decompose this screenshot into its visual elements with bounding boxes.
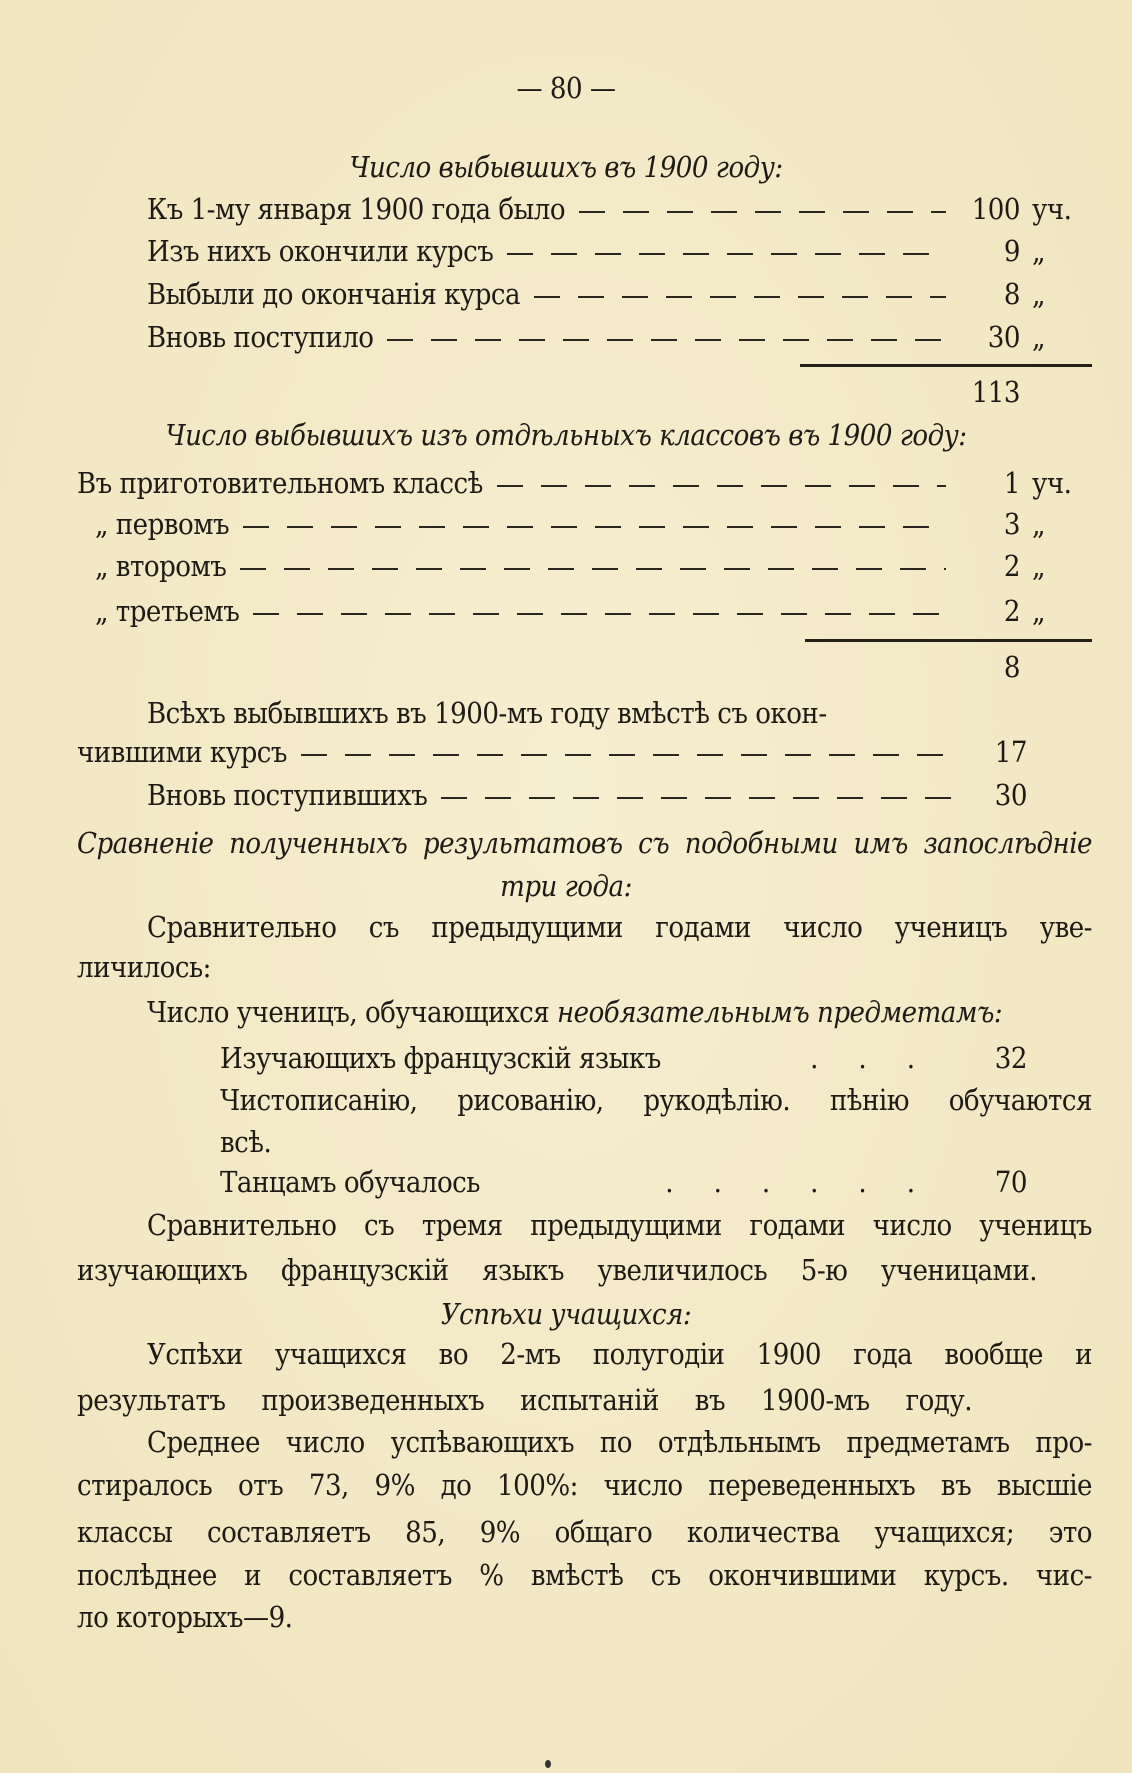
row-value: 2 xyxy=(1003,549,1020,583)
row-label: Въ приготовительномъ классѣ xyxy=(77,466,483,500)
row-label: „ третьемъ xyxy=(95,594,240,628)
text: Число ученицъ, обучающихся xyxy=(147,995,557,1029)
row-unit: „ xyxy=(1032,320,1046,354)
row-value: 100 xyxy=(971,192,1020,226)
row-value: 17 xyxy=(994,735,1027,769)
row-value: 30 xyxy=(987,320,1020,354)
ink-speck xyxy=(545,1760,551,1768)
paragraph-line: Сравнительно съ предыдущими годами число ученицъ уве- xyxy=(147,910,1092,944)
paragraph-line: результатъ произведенныхъ испытаній въ 1900-мъ году. xyxy=(77,1383,972,1417)
section-heading: Число выбывшихъ изъ отдѣльныхъ классовъ въ 1900 году: xyxy=(165,418,967,452)
row-value: 30 xyxy=(994,778,1027,812)
dash-leader xyxy=(387,339,946,341)
table-row xyxy=(77,465,1092,501)
total-value: 8 xyxy=(1003,650,1020,684)
paragraph-line: Среднее число успѣвающихъ по отдѣльнымъ предметамъ про- xyxy=(147,1425,1092,1459)
paragraph-line: Успѣхи учащихся во 2-мъ полугодіи 1900 года вообще и xyxy=(147,1337,1092,1371)
table-row xyxy=(147,191,1092,227)
paragraph-line xyxy=(147,994,1002,1030)
row-value: 9 xyxy=(1003,234,1020,268)
dash-leader xyxy=(497,485,946,487)
row-label: чившими курсъ xyxy=(77,735,287,769)
paragraph-line: Чистописанію, рисованію, рукодѣлію. пѣнію обучаются xyxy=(220,1083,1092,1117)
summary-row xyxy=(147,777,1027,813)
row-value: 70 xyxy=(994,1165,1027,1199)
dash-leader xyxy=(441,797,953,799)
paragraph-line: Сравнительно съ тремя предыдущими годами число ученицъ xyxy=(147,1208,1092,1242)
table-row xyxy=(147,233,1092,269)
row-unit: уч. xyxy=(1032,466,1072,500)
dash-leader xyxy=(301,754,953,756)
section-heading: Сравненіе полученныхъ результатовъ съ подобными имъ запослѣдніе xyxy=(77,826,1092,860)
row-unit: уч. xyxy=(1032,192,1072,226)
row-label: Вновь поступило xyxy=(147,320,374,354)
table-row xyxy=(95,506,1092,542)
dash-leader xyxy=(534,296,946,298)
table-row xyxy=(147,276,1092,312)
section-heading: Успѣхи учащихся: xyxy=(440,1297,692,1331)
row-unit: „ xyxy=(1032,549,1046,583)
paragraph-line: классы составляетъ 85, 9% общаго количества учащихся; это xyxy=(77,1515,1092,1549)
dash-leader xyxy=(253,613,946,615)
table-row xyxy=(95,548,1092,584)
row-label: Вновь поступившихъ xyxy=(147,778,428,812)
row-unit: „ xyxy=(1032,277,1046,311)
row-value: 1 xyxy=(1003,466,1020,500)
paragraph-line: ло которыхъ—9. xyxy=(77,1600,293,1634)
paragraph-line: стиралось отъ 73, 9% до 100%: число переведенныхъ въ высшіе xyxy=(77,1468,1092,1502)
summary-line: Всѣхъ выбывшихъ въ 1900-мъ году вмѣстѣ съ окон- xyxy=(147,696,827,730)
row-label: „ второмъ xyxy=(95,549,227,583)
row-value: 32 xyxy=(994,1041,1027,1075)
dash-leader xyxy=(579,211,946,213)
dash-leader xyxy=(240,568,946,570)
table-row xyxy=(95,593,1092,629)
dot-leader: ...... xyxy=(665,1165,955,1199)
row-label: Танцамъ обучалось xyxy=(220,1165,480,1199)
row-label: Къ 1-му января 1900 года было xyxy=(147,192,566,226)
sum-rule xyxy=(800,364,1092,367)
list-item xyxy=(220,1164,1027,1200)
row-label: Изучающихъ французскій языкъ xyxy=(220,1041,661,1075)
row-label: Выбыли до окончанія курса xyxy=(147,277,521,311)
page-number: — 80 — xyxy=(516,71,616,105)
dash-leader xyxy=(507,253,946,255)
dash-leader xyxy=(243,526,946,528)
paragraph-line: изучающихъ французскій языкъ увеличилось 5-ю ученицами. xyxy=(77,1253,1037,1287)
row-value: 3 xyxy=(1003,507,1020,541)
total-value: 113 xyxy=(971,375,1020,409)
section-heading: Число выбывшихъ въ 1900 году: xyxy=(349,150,783,184)
row-label: „ первомъ xyxy=(95,507,230,541)
table-row xyxy=(147,319,1092,355)
row-unit: „ xyxy=(1032,594,1046,628)
italic-text: необязательнымъ предметамъ: xyxy=(556,995,1003,1029)
row-unit: „ xyxy=(1032,507,1046,541)
section-heading: три года: xyxy=(500,869,632,903)
sum-rule xyxy=(805,639,1092,642)
paragraph-line: всѣ. xyxy=(220,1125,272,1159)
row-value: 2 xyxy=(1003,594,1020,628)
paragraph-line: личилось: xyxy=(77,950,211,984)
row-label: Изъ нихъ окончили курсъ xyxy=(147,234,494,268)
row-value: 8 xyxy=(1003,277,1020,311)
summary-row xyxy=(77,734,1027,770)
row-unit: „ xyxy=(1032,234,1046,268)
dot-leader: ... xyxy=(810,1041,955,1075)
paragraph-line: послѣднее и составляетъ % вмѣстѣ съ окончившими курсъ. чис- xyxy=(77,1558,1092,1592)
list-item xyxy=(220,1040,1027,1076)
